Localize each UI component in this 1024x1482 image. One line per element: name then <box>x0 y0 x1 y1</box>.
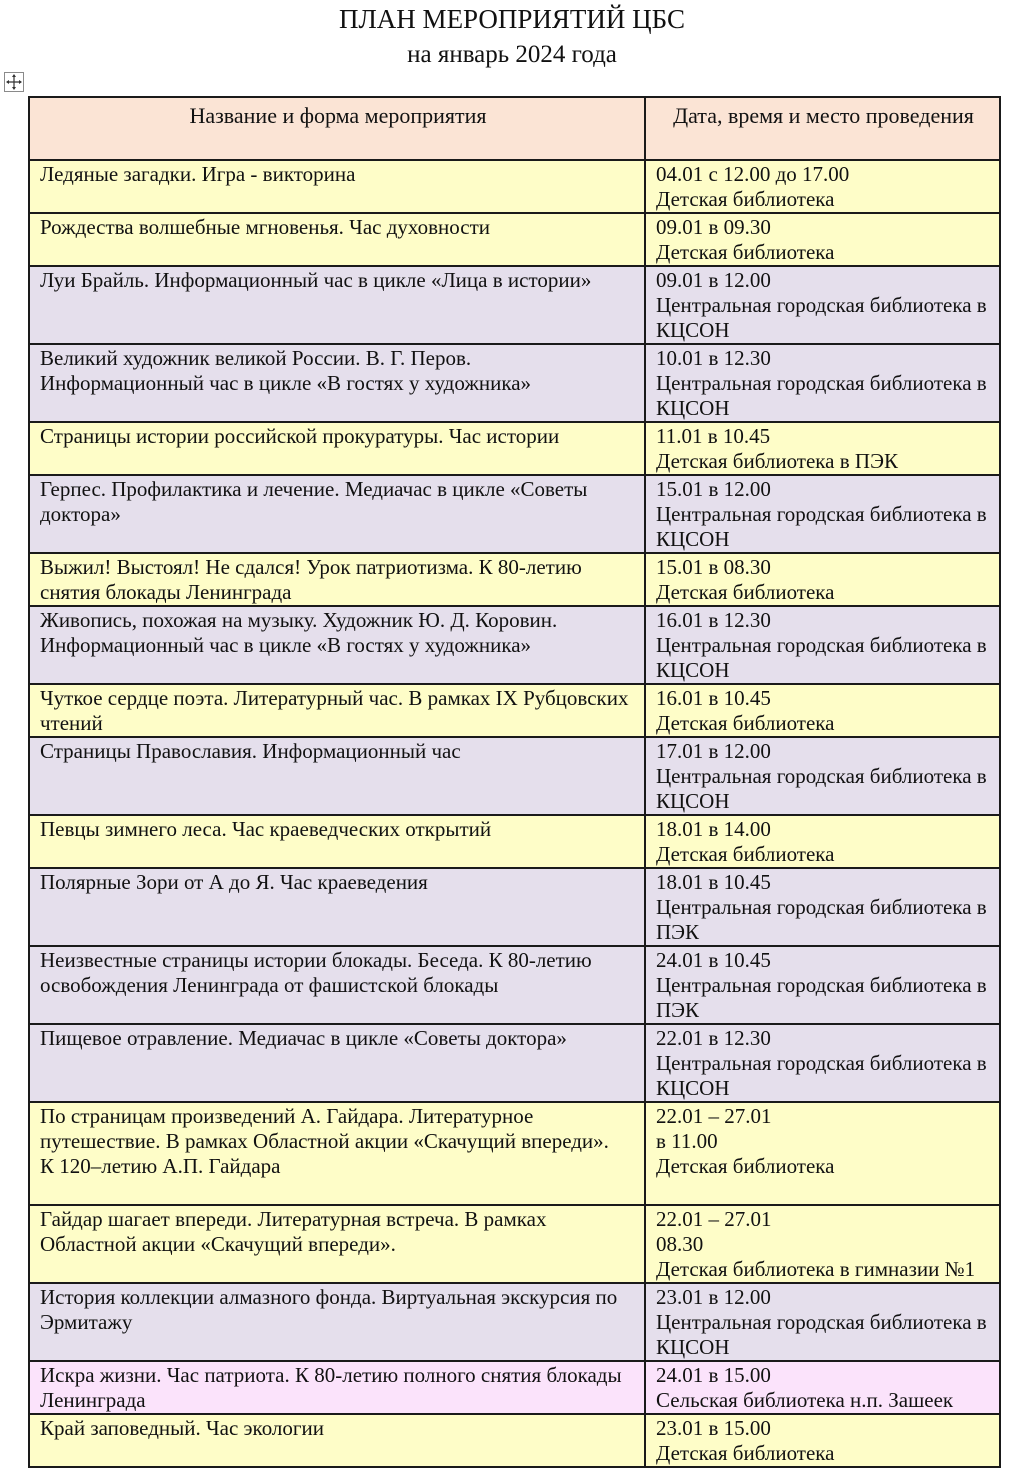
date-place-cell <box>645 606 1000 684</box>
date-place-cell <box>645 422 1000 475</box>
event-cell <box>29 1024 645 1102</box>
date-place-cell <box>645 684 1000 737</box>
date-place-cell <box>645 1414 1000 1467</box>
event-cell <box>29 213 645 266</box>
date-place-text: 24.01 в 10.45 Центральная городская библиотека в ПЭК <box>656 948 987 1022</box>
header-event: Название и форма мероприятия <box>29 97 645 160</box>
date-place-text: 09.01 в 12.00 Центральная городская библиотека в КЦСОН <box>656 268 987 342</box>
event-text: Искра жизни. Час патриота. К 80-летию полного снятия блокады Ленинграда <box>40 1363 622 1412</box>
date-place-text: 04.01 с 12.00 до 17.00 Детская библиотека <box>656 162 850 211</box>
event-cell <box>29 1283 645 1361</box>
date-place-text: 15.01 в 12.00 Центральная городская библиотека в КЦСОН <box>656 477 987 551</box>
event-text: Выжил! Выстоял! Не сдался! Урок патриотизма. К 80-летию снятия блокады Ленинграда <box>40 555 582 604</box>
date-place-cell <box>645 946 1000 1024</box>
date-place-cell <box>645 1205 1000 1283</box>
event-text: Живопись, похожая на музыку. Художник Ю. Д. Коровин. Информационный час в цикле «В гостях у художника» <box>40 608 558 657</box>
table-row <box>29 1205 1000 1283</box>
event-text: Чуткое сердце поэта. Литературный час. В рамках IX Рубцовских чтений <box>40 686 629 735</box>
event-text: По страницам произведений А. Гайдара. Литературное путешествие. В рамках Областной акции «Скачущий впереди». К 120–летию А.П. Гайдара <box>40 1104 609 1178</box>
table-row <box>29 422 1000 475</box>
event-text: Ледяные загадки. Игра - викторина <box>40 162 356 186</box>
event-text: Полярные Зори от А до Я. Час краеведения <box>40 870 428 894</box>
date-place-text: 18.01 в 10.45 Центральная городская библиотека в ПЭК <box>656 870 987 944</box>
date-place-cell <box>645 1102 1000 1205</box>
table-row <box>29 160 1000 213</box>
table-row <box>29 1361 1000 1414</box>
event-text: Певцы зимнего леса. Час краеведческих открытий <box>40 817 492 841</box>
date-place-cell <box>645 213 1000 266</box>
date-place-text: 17.01 в 12.00 Центральная городская библиотека в КЦСОН <box>656 739 987 813</box>
table-row <box>29 1283 1000 1361</box>
event-text: Страницы Православия. Информационный час <box>40 739 461 763</box>
date-place-text: 23.01 в 12.00 Центральная городская библиотека в КЦСОН <box>656 1285 987 1359</box>
date-place-text: 22.01 – 27.01 08.30 Детская библиотека в гимназии №1 <box>656 1207 976 1281</box>
event-cell <box>29 266 645 344</box>
table-row <box>29 1102 1000 1205</box>
date-place-text: 22.01 в 12.30 Центральная городская библиотека в КЦСОН <box>656 1026 987 1100</box>
table-row <box>29 213 1000 266</box>
event-cell <box>29 868 645 946</box>
table-row <box>29 815 1000 868</box>
event-cell <box>29 160 645 213</box>
event-text: Великий художник великой России. В. Г. Перов. Информационный час в цикле «В гостях у художника» <box>40 346 532 395</box>
date-place-text: 16.01 в 12.30 Центральная городская библиотека в КЦСОН <box>656 608 987 682</box>
date-place-text: 22.01 – 27.01 в 11.00 Детская библиотека <box>656 1104 835 1178</box>
date-place-cell <box>645 475 1000 553</box>
date-place-cell <box>645 1024 1000 1102</box>
events-table <box>28 96 1001 1468</box>
table-header-row <box>29 97 1000 160</box>
event-text: Гайдар шагает впереди. Литературная встреча. В рамках Областной акции «Скачущий впереди». <box>40 1207 547 1256</box>
page-title: ПЛАН МЕРОПРИЯТИЙ ЦБС <box>339 4 685 34</box>
event-cell <box>29 1361 645 1414</box>
date-place-text: 09.01 в 09.30 Детская библиотека <box>656 215 835 264</box>
date-place-text: 11.01 в 10.45 Детская библиотека в ПЭК <box>656 424 898 473</box>
table-row <box>29 737 1000 815</box>
table-row <box>29 1414 1000 1467</box>
event-cell <box>29 684 645 737</box>
header-date-place: Дата, время и место проведения <box>645 97 1000 160</box>
event-text: Герпес. Профилактика и лечение. Медиачас в цикле «Советы доктора» <box>40 477 588 526</box>
table-row <box>29 1024 1000 1102</box>
event-cell <box>29 737 645 815</box>
table-move-handle-icon[interactable] <box>4 72 24 92</box>
event-text: Край заповедный. Час экологии <box>40 1416 324 1440</box>
table-row <box>29 475 1000 553</box>
event-cell <box>29 1414 645 1467</box>
table-row <box>29 684 1000 737</box>
table-row <box>29 344 1000 422</box>
event-cell <box>29 1102 645 1205</box>
date-place-cell <box>645 868 1000 946</box>
event-cell <box>29 606 645 684</box>
date-place-text: 23.01 в 15.00 Детская библиотека <box>656 1416 835 1465</box>
event-text: Страницы истории российской прокуратуры. Час истории <box>40 424 560 448</box>
table-row <box>29 606 1000 684</box>
event-cell <box>29 344 645 422</box>
page-subtitle: на январь 2024 года <box>407 41 617 68</box>
date-place-cell <box>645 553 1000 606</box>
event-text: Рождества волшебные мгновенья. Час духовности <box>40 215 491 239</box>
event-text: Луи Брайль. Информационный час в цикле «Лица в истории» <box>40 268 592 292</box>
date-place-cell <box>645 344 1000 422</box>
event-cell <box>29 475 645 553</box>
date-place-text: 18.01 в 14.00 Детская библиотека <box>656 817 835 866</box>
event-cell <box>29 1205 645 1283</box>
table-row <box>29 266 1000 344</box>
date-place-text: 24.01 в 15.00 Сельская библиотека н.п. Зашеек <box>656 1363 954 1412</box>
date-place-cell <box>645 266 1000 344</box>
date-place-cell <box>645 1361 1000 1414</box>
date-place-text: 15.01 в 08.30 Детская библиотека <box>656 555 835 604</box>
date-place-text: 16.01 в 10.45 Детская библиотека <box>656 686 835 735</box>
event-cell <box>29 815 645 868</box>
table-row <box>29 946 1000 1024</box>
date-place-cell <box>645 160 1000 213</box>
event-text: Пищевое отравление. Медиачас в цикле «Советы доктора» <box>40 1026 567 1050</box>
date-place-cell <box>645 1283 1000 1361</box>
date-place-cell <box>645 815 1000 868</box>
date-place-cell <box>645 737 1000 815</box>
event-cell <box>29 553 645 606</box>
date-place-text: 10.01 в 12.30 Центральная городская библиотека в КЦСОН <box>656 346 987 420</box>
event-text: История коллекции алмазного фонда. Виртуальная экскурсия по Эрмитажу <box>40 1285 618 1334</box>
event-cell <box>29 946 645 1024</box>
event-text: Неизвестные страницы истории блокады. Беседа. К 80-летию освобождения Ленинграда от фашистской блокады <box>40 948 592 997</box>
table-row <box>29 553 1000 606</box>
table-row <box>29 868 1000 946</box>
event-cell <box>29 422 645 475</box>
